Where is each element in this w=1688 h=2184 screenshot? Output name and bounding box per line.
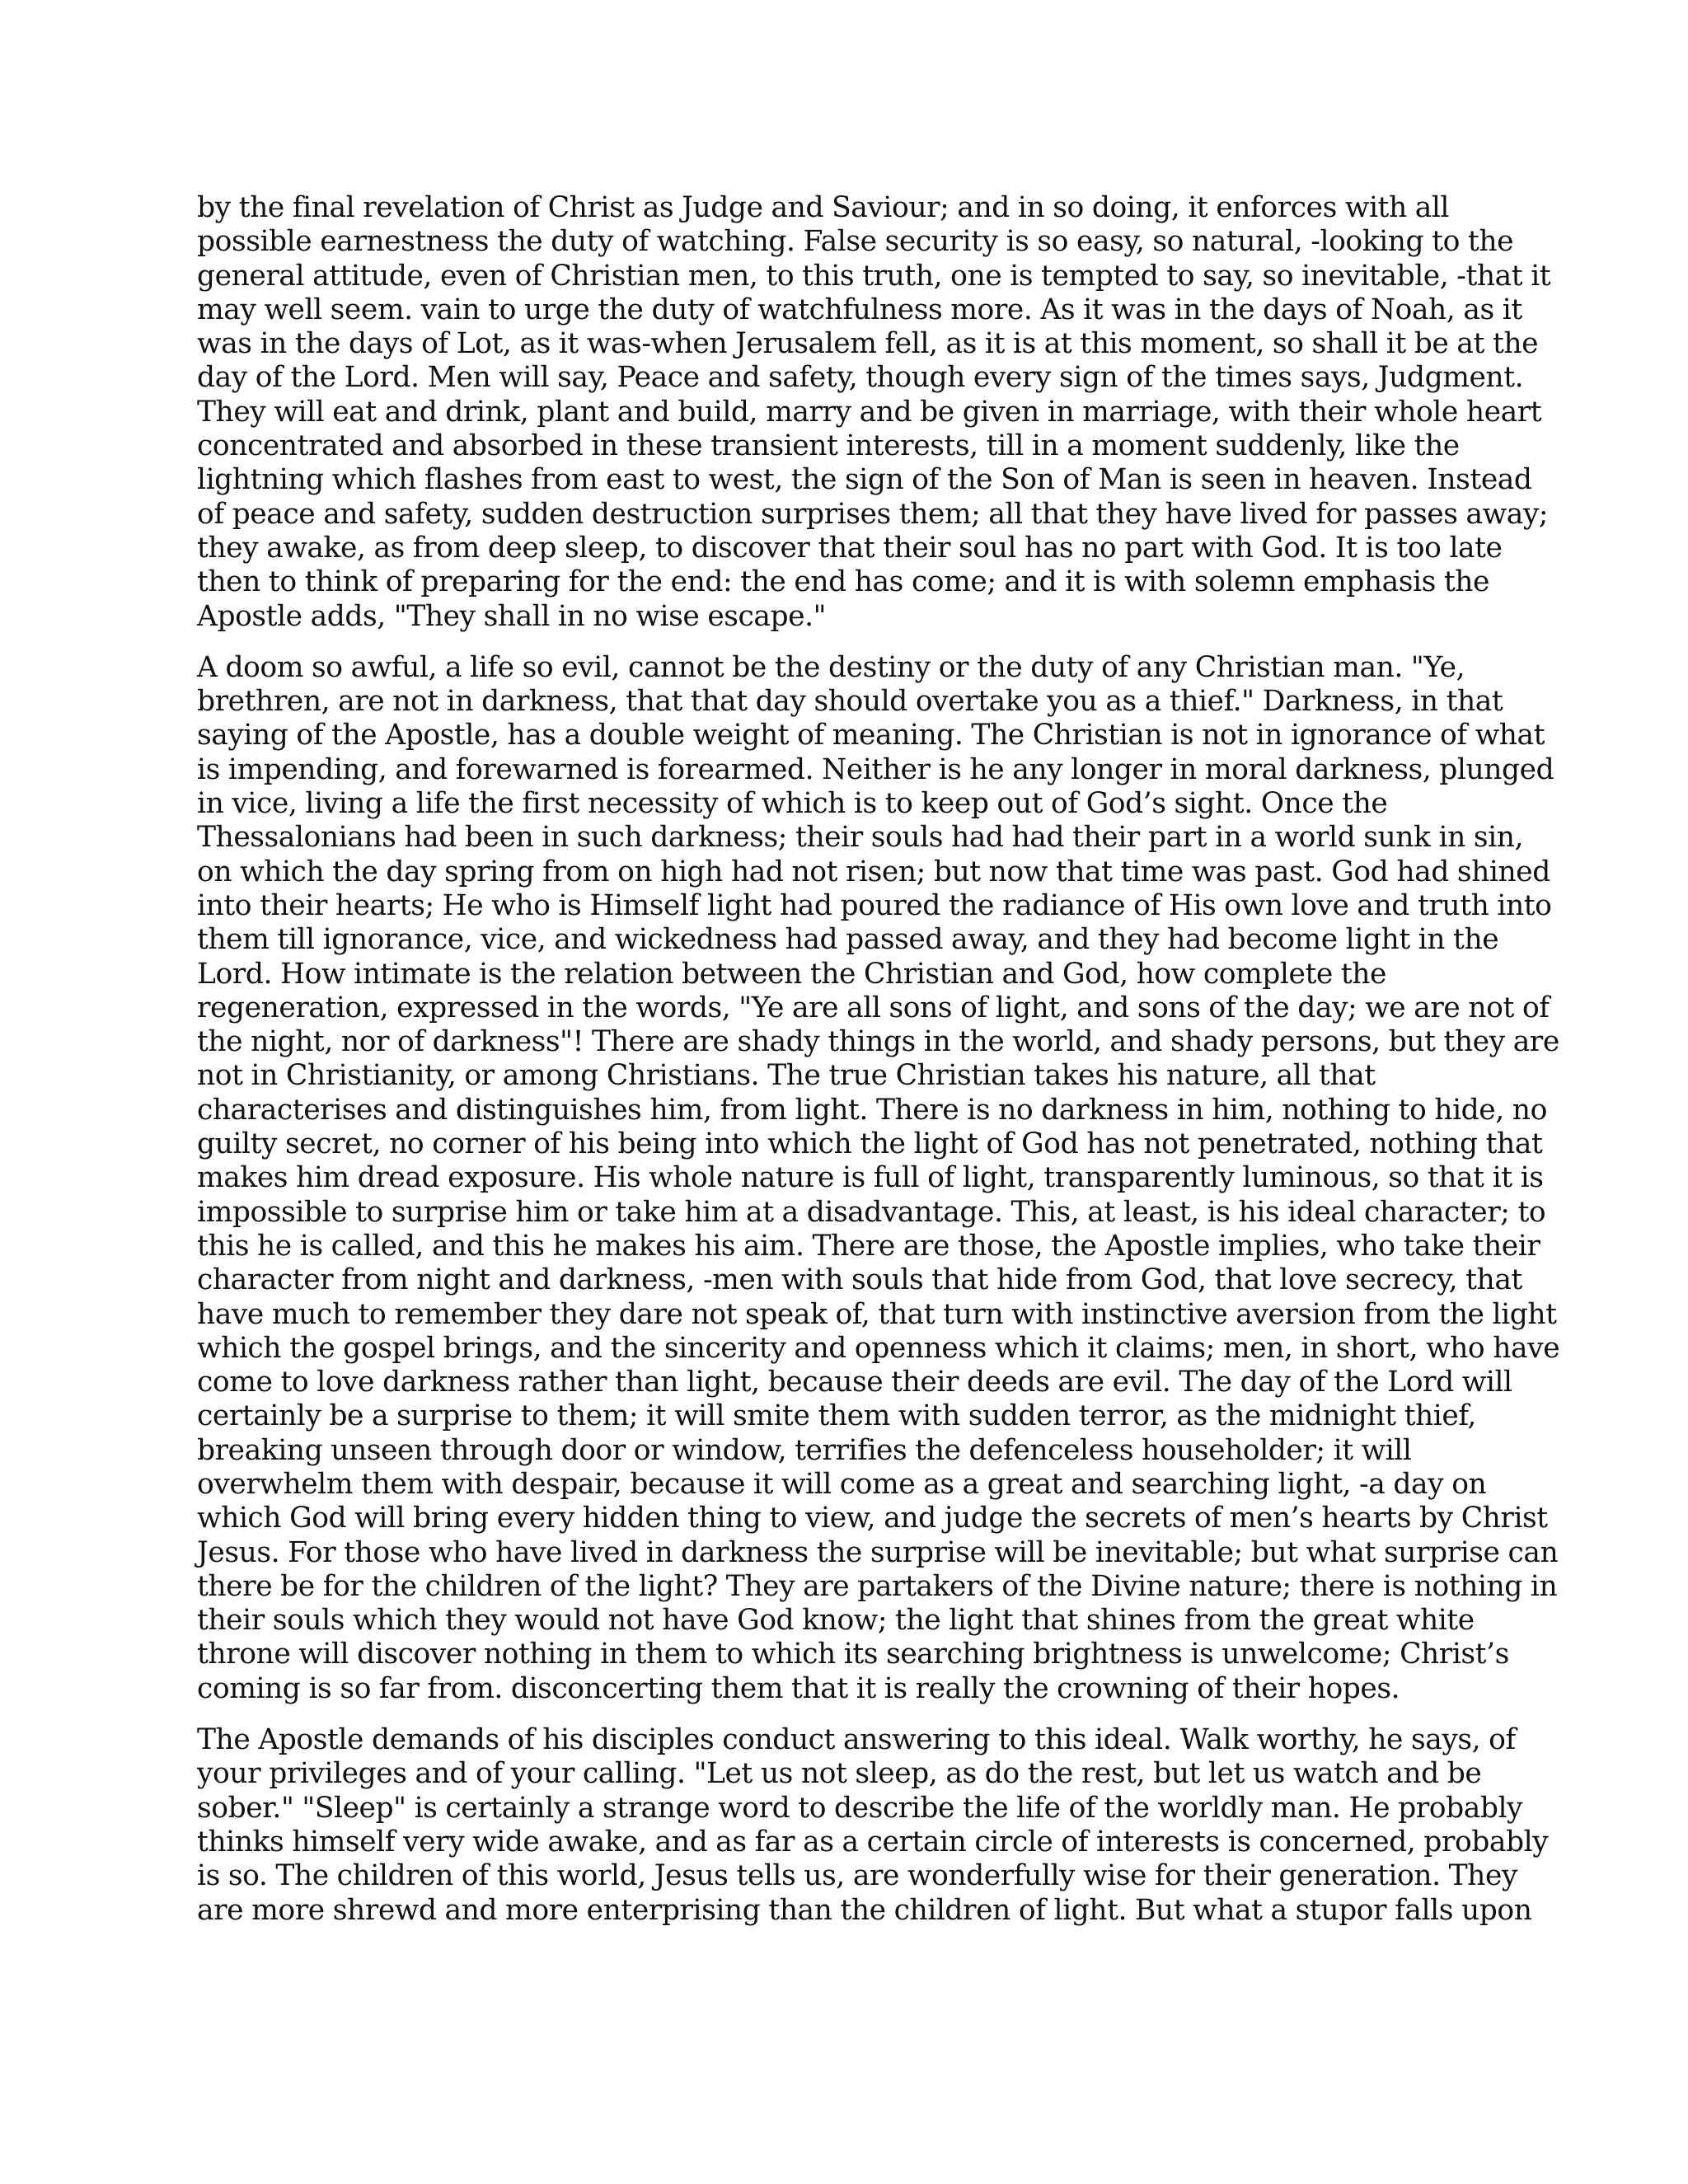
text-line: Thessalonians had been in such darkness; their souls had had their part in a world sunk in sin, [197,821,1524,855]
text-line: The Apostle demands of his disciples conduct answering to this ideal. Walk worthy, he says, of [197,1723,1516,1757]
text-line: breaking unseen through door or window, terrifies the defenceless householder; it will [197,1433,1412,1467]
text-line: concentrated and absorbed in these transient interests, till in a moment suddenly, like the [197,429,1460,463]
document-page [197,191,1560,1945]
text-line: come to love darkness rather than light, because their deeds are evil. The day of the Lord will [197,1366,1512,1399]
text-line: character from night and darkness, -men with souls that hide from God, that love secrecy, that [197,1263,1522,1297]
text-line: your privileges and of your calling. "Let us not sleep, as do the rest, but let us watch and be [197,1757,1482,1791]
text-line: Lord. How intimate is the relation between the Christian and God, how complete the [197,957,1387,991]
text-line: in vice, living a life the first necessity of which is to keep out of God’s sight. Once the [197,787,1388,821]
text-line: They will eat and drink, plant and build, marry and be given in marriage, with their whole heart [197,395,1542,429]
text-line: day of the Lord. Men will say, Peace and safety, though every sign of the times says, Judgment. [197,361,1524,395]
text-line: brethren, are not in darkness, that that day should overtake you as a thief." Darkness, in that [197,685,1503,719]
text-line: guilty secret, no corner of his being into which the light of God has not penetrated, nothing that [197,1127,1543,1161]
text-line: coming is so far from. disconcerting them that it is really the crowning of their hopes. [197,1671,1400,1705]
text-line: by the final revelation of Christ as Judge and Saviour; and in so doing, it enforces with all [197,191,1450,224]
text-line: makes him dread exposure. His whole nature is full of light, transparently luminous, so that it is [197,1161,1544,1195]
text-line: is impending, and forewarned is forearmed. Neither is he any longer in moral darkness, plunged [197,752,1554,786]
paragraph-1 [197,191,1551,634]
text-line: on which the day spring from on high had not risen; but now that time was past. God had shined [197,855,1550,888]
text-line: this he is called, and this he makes his aim. There are those, the Apostle implies, who take their [197,1229,1540,1263]
text-line: sober." "Sleep" is certainly a strange word to describe the life of the worldly man. He probably [197,1791,1523,1825]
text-line: Apostle adds, "They shall in no wise escape." [197,599,827,633]
text-line: of peace and safety, sudden destruction surprises them; all that they have lived for passes away; [197,497,1549,531]
text-line: certainly be a surprise to them; it will smite them with sudden terror, as the midnight thief, [197,1399,1476,1433]
text-line: impossible to surprise him or take him at a disadvantage. This, at least, is his ideal character; to [197,1195,1546,1229]
text-line: possible earnestness the duty of watching. False security is so easy, so natural, -looking to the [197,225,1514,259]
text-line: which God will bring every hidden thing to view, and judge the secrets of men’s hearts by Christ [197,1502,1548,1535]
text-line: Jesus. For those who have lived in darkness the surprise will be inevitable; but what surprise can [197,1535,1559,1569]
paragraph-3 [197,1723,1549,1928]
paragraph-2 [197,650,1560,1706]
text-line: general attitude, even of Christian men, to this truth, one is tempted to say, so inevitable, -that it [197,259,1551,293]
text-line: them till ignorance, vice, and wickedness had passed away, and they had become light in the [197,923,1499,957]
text-line: into their hearts; He who is Himself light had poured the radiance of His own love and truth into [197,888,1552,922]
text-line: thinks himself very wide awake, and as far as a certain circle of interests is concerned, probably [197,1825,1549,1858]
text-line: have much to remember they dare not speak of, that turn with instinctive aversion from the light [197,1297,1557,1331]
text-line: overwhelm them with despair, because it will come as a great and searching light, -a day on [197,1467,1487,1501]
text-line: are more shrewd and more enterprising than the children of light. But what a stupor falls upon [197,1893,1532,1927]
text-line: there be for the children of the light? They are partakers of the Divine nature; there is nothing in [197,1569,1558,1603]
text-line: regeneration, expressed in the words, "Ye are all sons of light, and sons of the day; we are not of [197,991,1550,1024]
text-line: saying of the Apostle, has a double weight of meaning. The Christian is not in ignorance of what [197,719,1545,752]
text-line: they awake, as from deep sleep, to discover that their soul has no part with God. It is too late [197,531,1503,565]
text-line: A doom so awful, a life so evil, cannot be the destiny or the duty of any Christian man. "Ye, [197,650,1465,684]
text-line: lightning which flashes from east to west, the sign of the Son of Man is seen in heaven. Instead [197,463,1532,497]
text-line: is so. The children of this world, Jesus tells us, are wonderfully wise for their generation. They [197,1859,1517,1893]
text-line: was in the days of Lot, as it was-when Jerusalem fell, as it is at this moment, so shall it be at the [197,327,1539,361]
text-line: not in Christianity, or among Christians. The true Christian takes his nature, all that [197,1059,1376,1093]
text-line: characterises and distinguishes him, from light. There is no darkness in him, nothing to hide, no [197,1093,1547,1127]
text-line: the night, nor of darkness"! There are shady things in the world, and shady persons, but they are [197,1025,1559,1059]
text-line: may well seem. vain to urge the duty of watchfulness more. As it was in the days of Noah, as it [197,293,1522,326]
text-line: throne will discover nothing in them to which its searching brightness is unwelcome; Christ’s [197,1638,1509,1671]
text-line: which the gospel brings, and the sincerity and openness which it claims; men, in short, who have [197,1331,1560,1365]
text-line: then to think of preparing for the end: the end has come; and it is with solemn emphasis the [197,565,1490,599]
text-line: their souls which they would not have God know; the light that shines from the great white [197,1604,1475,1638]
